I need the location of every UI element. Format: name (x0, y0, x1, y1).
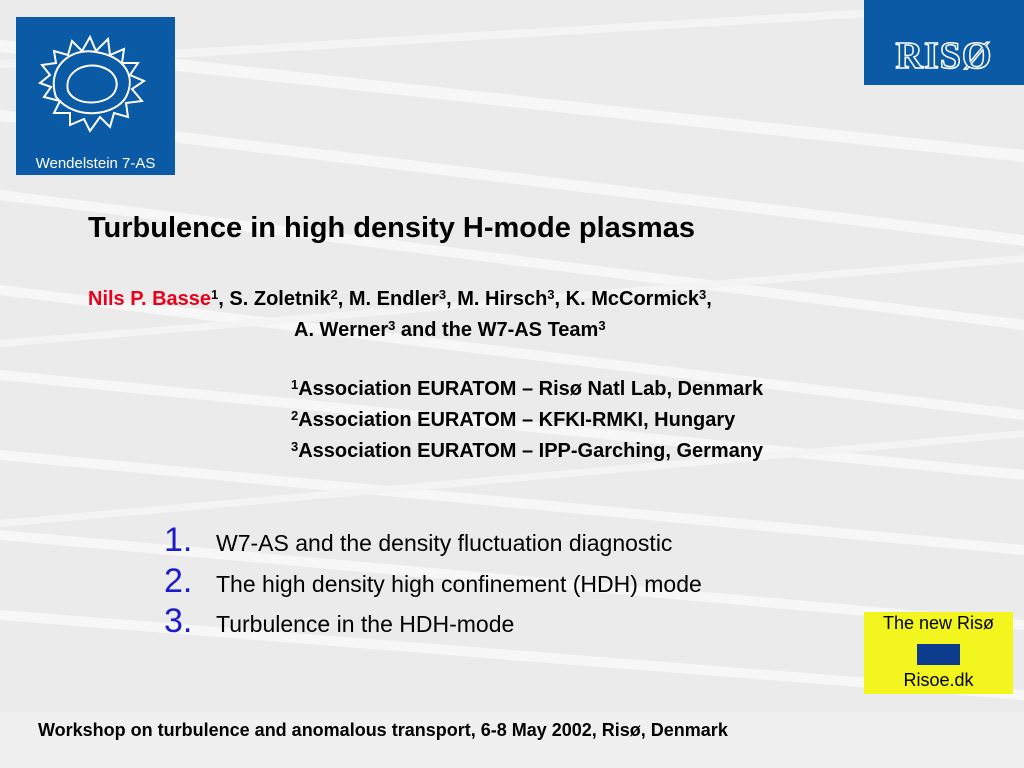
affiliation-item (291, 374, 763, 405)
wendelstein-caption: Wendelstein 7-AS (35, 155, 156, 172)
author-name: A. Werner (294, 319, 389, 341)
wendelstein-logo (16, 17, 175, 175)
affiliation-item (291, 405, 763, 436)
affiliation-text: Association EURATOM – IPP-Garching, Germany (298, 440, 764, 462)
affiliation-item (291, 436, 763, 467)
new-riso-badge (864, 612, 1013, 694)
author-sup: 3 (388, 318, 396, 333)
author-sup: 3 (438, 287, 447, 302)
outline-list (164, 521, 702, 643)
riso-flag-icon (917, 644, 960, 665)
author-line-1: Nils P. Basse$^1$, S. Zoletnik$^2$, M. Endler$^3$, M. Hirsch$^3$, K. McCormick$^3$, (88, 287, 712, 310)
outline-number: 3. (164, 602, 193, 640)
outline-number: 1. (164, 521, 193, 559)
lead-author: Nils P. Basse (88, 288, 212, 310)
outline-item (164, 602, 702, 643)
team-sup: 3 (598, 318, 606, 333)
affiliation-list (291, 374, 763, 467)
author-sup: 2 (330, 287, 338, 302)
author-sup: 3 (699, 287, 707, 302)
outline-text: Turbulence in the HDH-mode (216, 611, 515, 637)
affiliation-sup: 3 (291, 439, 299, 454)
slide-title: Turbulence in high density H-mode plasmas (88, 212, 695, 244)
outline-text: W7-AS and the density fluctuation diagnostic (216, 530, 673, 556)
affiliation-text: Association EURATOM – Risø Natl Lab, Denmark (298, 378, 764, 400)
affiliation-sup: 2 (291, 408, 299, 423)
riso-logo (864, 0, 1024, 85)
outline-item (164, 562, 702, 603)
riso-wordmark: RISØ (895, 35, 993, 77)
author-name: S. Zoletnik (229, 288, 331, 310)
outline-text: The high density high confinement (HDH) mode (216, 570, 702, 597)
author-list (88, 284, 712, 346)
author-name: M. Endler (348, 288, 439, 310)
team-name: and the W7-AS Team (400, 319, 599, 341)
author-sup: 3 (547, 287, 555, 302)
author-name: K. McCormick (565, 288, 700, 310)
footer-text: Workshop on turbulence and anomalous transport, 6-8 May 2002, Risø, Denmark (38, 720, 728, 740)
new-riso-line2: Risoe.dk (903, 670, 974, 690)
lead-author-sup: 1 (211, 287, 219, 302)
new-riso-line1: The new Risø (882, 613, 995, 633)
stellarator-icon (16, 17, 175, 155)
affiliation-sup: 1 (291, 377, 299, 392)
author-line-2 (88, 315, 712, 346)
outline-number: 2. (164, 561, 193, 600)
affiliation-text: Association EURATOM – KFKI-RMKI, Hungary (298, 409, 736, 431)
outline-item (164, 521, 702, 562)
author-name: M. Hirsch (457, 288, 548, 310)
